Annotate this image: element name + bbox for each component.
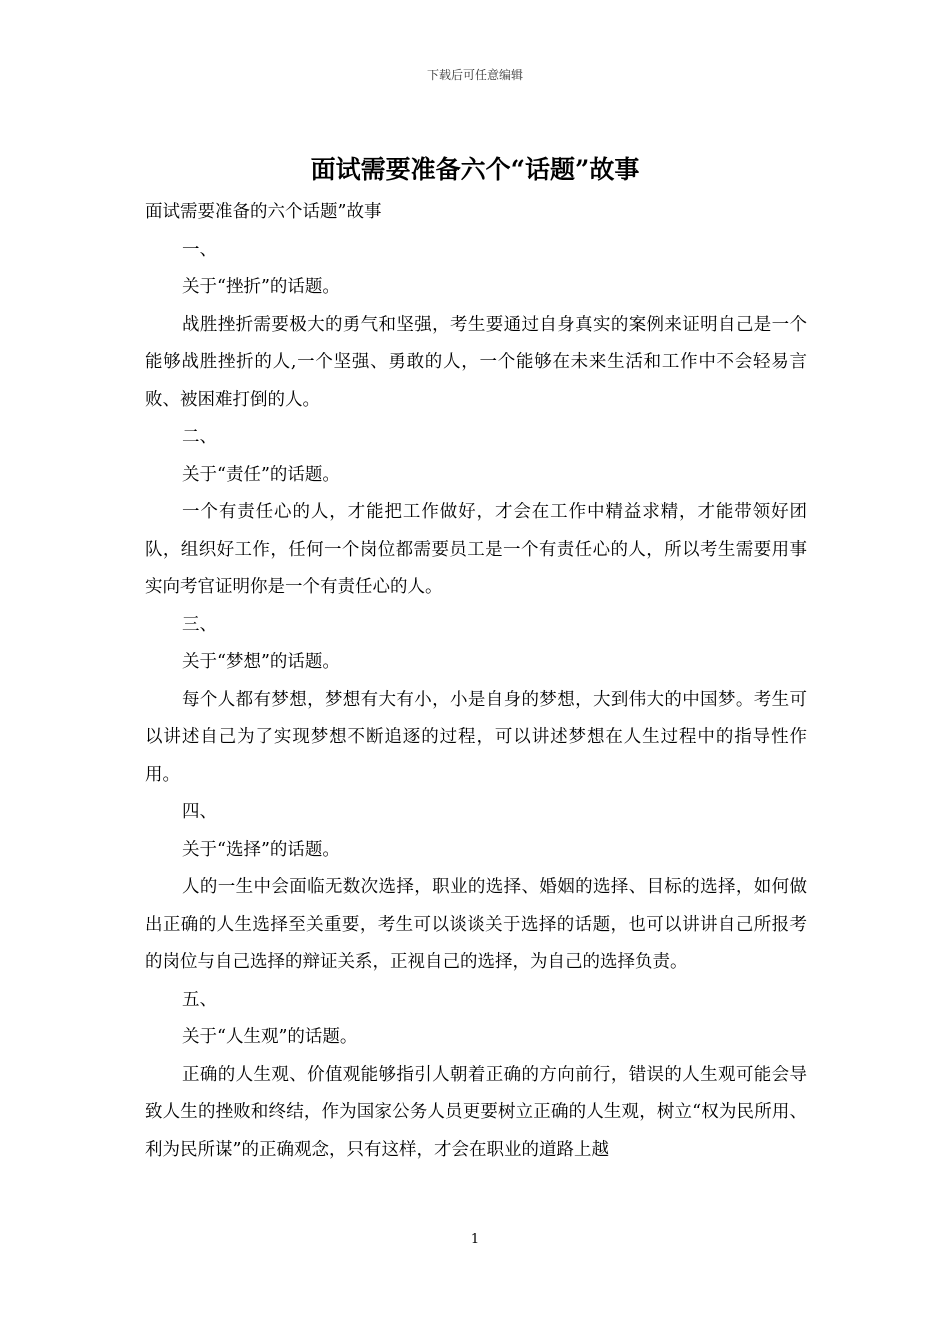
document-subtitle: 面试需要准备的六个话题”故事 xyxy=(145,202,382,222)
section-2-number: 二、 xyxy=(182,427,217,447)
section-1-number: 一、 xyxy=(182,239,217,260)
section-3-heading: 关于“梦想”的话题。 xyxy=(182,652,340,672)
section-4-number: 四、 xyxy=(182,802,217,822)
section-4-heading: 关于“选择”的话题。 xyxy=(182,839,340,860)
section-5-number: 五、 xyxy=(182,989,217,1010)
section-2-heading: 关于“责任”的话题。 xyxy=(182,464,340,485)
section-2-body: 一个有责任心的人，才能把工作做好，才会在工作中精益求精，才能带领好团队，组织好工作，任何一个岗位都需要员工是一个有责任心的人，所以考生需要用事实向考官证明你是一个有责任心的人。 xyxy=(145,502,807,597)
document-body xyxy=(145,194,807,1169)
section-4-body: 人的一生中会面临无数次选择，职业的选择、婚姻的选择、目标的选择，如何做出正确的人生选择至关重要，考生可以谈谈关于选择的话题，也可以讲讲自己所报考的岗位与自己选择的辩证关系，正视自己的选择，为自己的选择负责。 xyxy=(145,877,807,972)
section-3-body: 每个人都有梦想，梦想有大有小，小是自身的梦想，大到伟大的中国梦。考生可以讲述自己为了实现梦想不断追逐的过程，可以讲述梦想在人生过程中的指导性作用。 xyxy=(145,689,807,785)
header-note: 下载后可任意编辑 xyxy=(426,68,523,82)
page-number: 1 xyxy=(470,1232,480,1247)
document-title: 面试需要准备六个“话题”故事 xyxy=(310,155,640,184)
section-1-heading: 关于“挫折”的话题。 xyxy=(182,277,340,297)
section-5-heading: 关于“人生观”的话题。 xyxy=(182,1027,358,1047)
section-5-body: 正确的人生观、价值观能够指引人朝着正确的方向前行，错误的人生观可能会导致人生的挫败和终结，作为国家公务人员更要树立正确的人生观，树立“权为民所用、利为民所谋”的正确观念，只有这样，才会在职业的道路上越 xyxy=(145,1064,807,1160)
section-1-body: 战胜挫折需要极大的勇气和坚强，考生要通过自身真实的案例来证明自己是一个能够战胜挫折的人,一个坚强、勇敢的人，一个能够在未来生活和工作中不会轻易言败、被困难打倒的人。 xyxy=(145,314,807,410)
section-3-number: 三、 xyxy=(182,614,217,635)
